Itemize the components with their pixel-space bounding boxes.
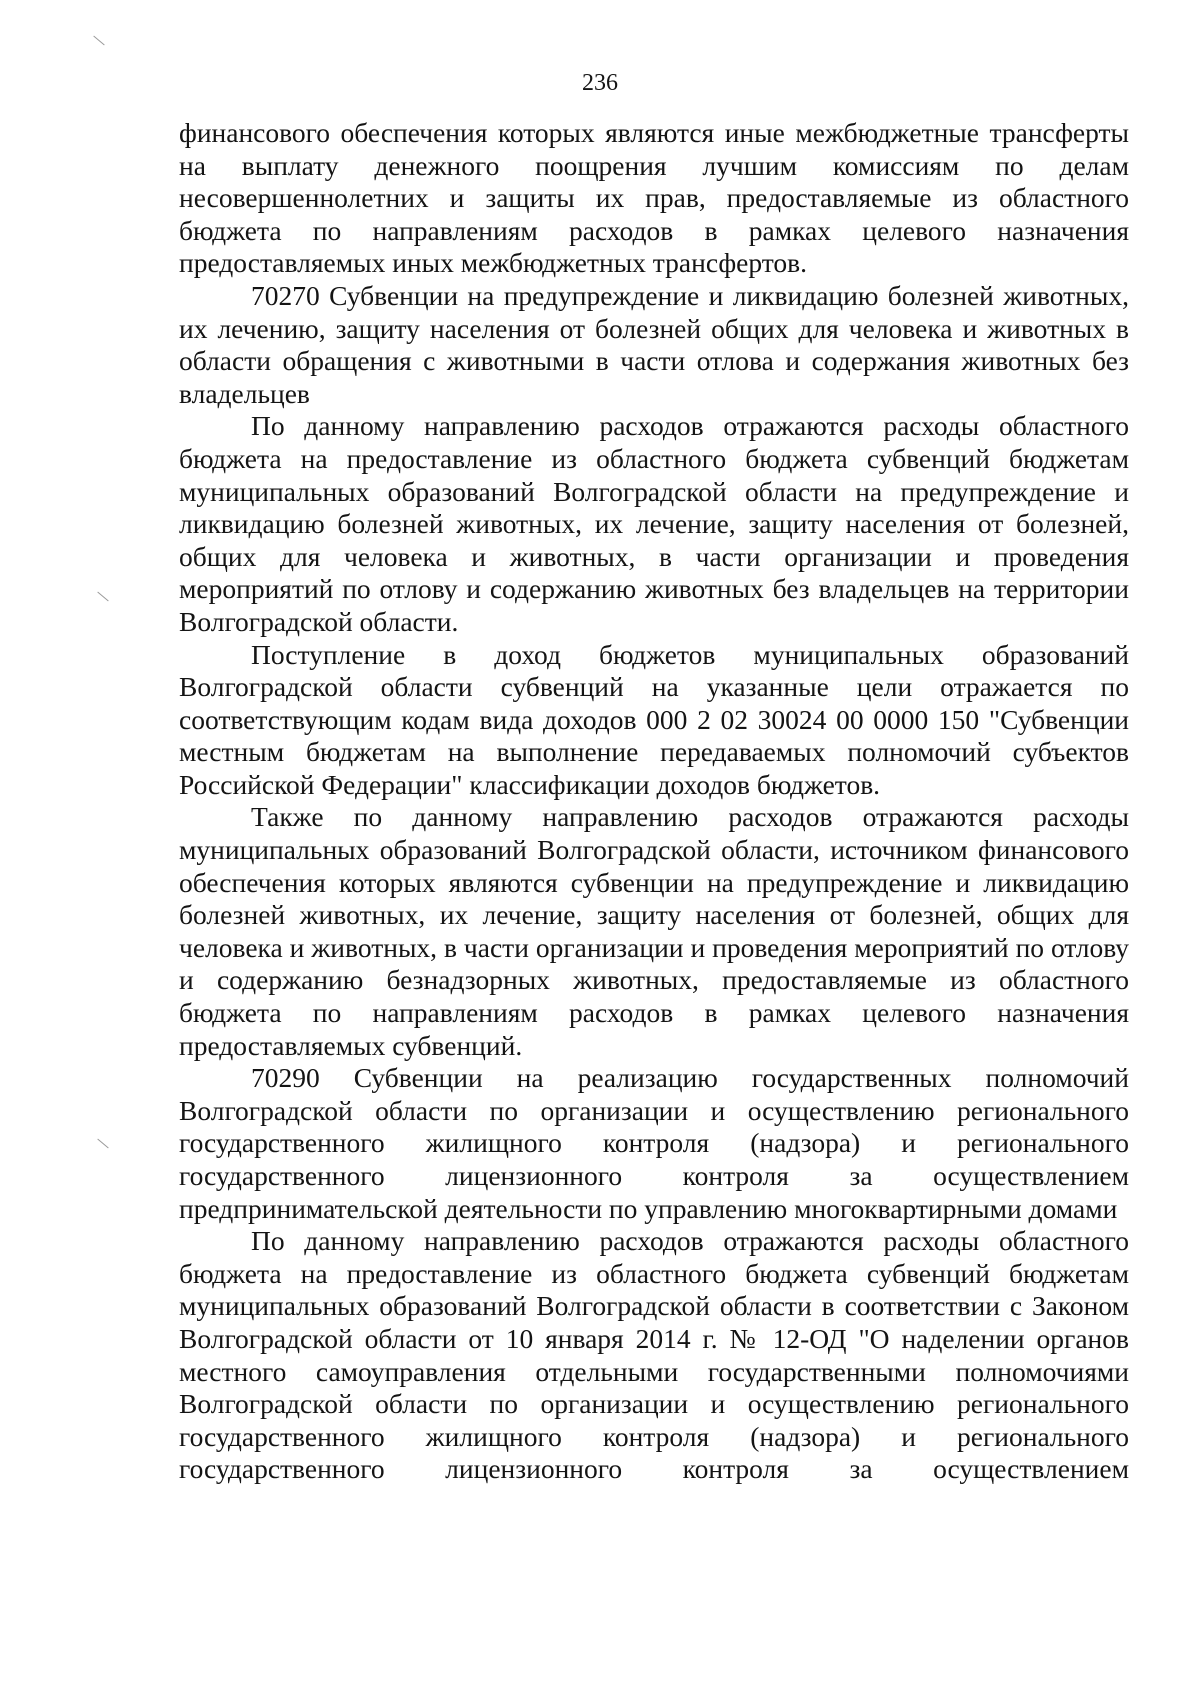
paragraph-5: Также по данному направлению расходов отражаются расходы муниципальных образований Волгоградской области, источником финансового обеспечения которых являются субвенции на предупреждение и ликвидацию болезней животных, их лечение, защиту населения от болезней, общих для человека и животных, в части организации и проведения мероприятий по отлову и содержанию безнадзорных животных, предоставляемые из областного бюджета по направлениям расходов в рамках целевого назначения предоставляемых субвенций. [179, 801, 1129, 1061]
paragraph-70270-heading: 70270 Субвенции на предупреждение и ликвидацию болезней животных, их лечению, защиту населения от болезней общих для человека и животных в области обращения с животными в части отлова и содержания животных без владельцев [179, 279, 1129, 409]
paragraph-7: По данному направлению расходов отражаются расходы областного бюджета на предоставление из областного бюджета субвенций бюджетам муниципальных образований Волгоградской области в соответствии с Законом Волгоградской области от 10 января 2014 г. № 12-ОД "О наделении органов местного самоуправления отдельными государственными полномочиями Волгоградской области по организации и осуществлению регионального государственного жилищного контроля (надзора) и регионального государственного лицензионного контроля за осуществлением [179, 1225, 1129, 1485]
paragraph-3: По данному направлению расходов отражаются расходы областного бюджета на предоставление из областного бюджета субвенций бюджетам муниципальных образований Волгоградской области на предупреждение и ликвидацию болезней животных, их лечение, защиту населения от болезней, общих для человека и животных, в части организации и проведения мероприятий по отлову и содержанию животных без владельцев на территории Волгоградской области. [179, 410, 1129, 637]
page-number: 236 [582, 70, 618, 96]
scan-artifact [97, 592, 108, 602]
paragraph-4: Поступление в доход бюджетов муниципальных образований Волгоградской области субвенций на указанные цели отражается по соответствующим кодам вида доходов 000 2 02 30024 00 0000 150 "Субвенции местным бюджетам на выполнение передаваемых полномочий субъектов Российской Федерации" классификации доходов бюджетов. [179, 638, 1129, 800]
scan-artifact [97, 1139, 108, 1149]
paragraph-1: финансового обеспечения которых являются иные межбюджетные трансферты на выплату денежного поощрения лучшим комиссиям по делам несовершеннолетних и защиты их прав, предоставляемые из областного бюджета по направлениям расходов в рамках целевого назначения предоставляемых иных межбюджетных трансфертов. [179, 117, 1129, 279]
document-body [179, 117, 1129, 1486]
paragraph-70290-heading: 70290 Субвенции на реализацию государственных полномочий Волгоградской области по организации и осуществлению регионального государственного жилищного контроля (надзора) и регионального государственного лицензионного контроля за осуществлением предпринимательской деятельности по управлению многоквартирными домами [179, 1062, 1129, 1224]
scan-artifact [93, 36, 104, 46]
